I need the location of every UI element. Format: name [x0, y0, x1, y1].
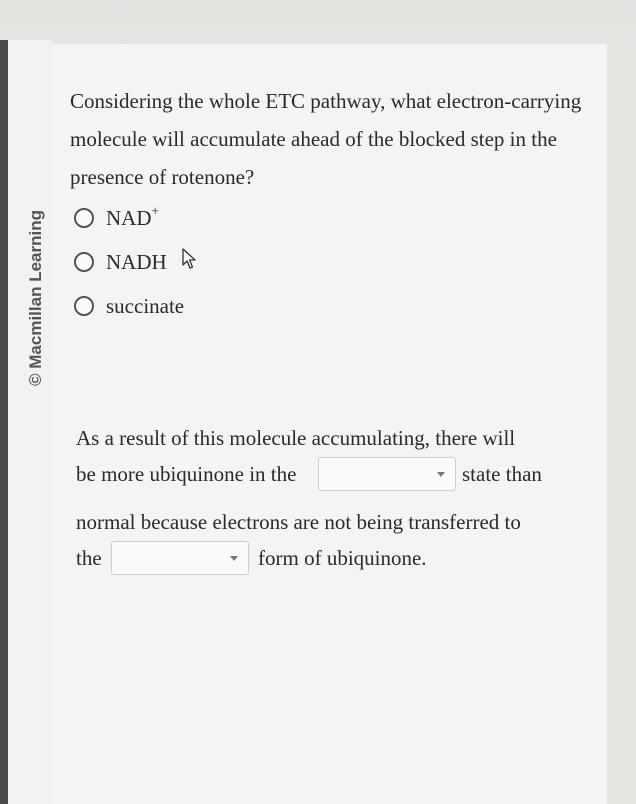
- option-label: succinate: [106, 293, 185, 318]
- fill-in-line-2-tail: state than: [462, 462, 542, 486]
- option-label: NADH: [106, 249, 167, 274]
- question-text: Considering the whole ETC pathway, what electron-carrying molecule will accumulate ahead of the blocked step in the presence of rotenone?: [70, 89, 582, 189]
- form-dropdown-2[interactable]: [111, 541, 249, 575]
- chevron-down-icon: [230, 556, 238, 561]
- radio-button[interactable]: [74, 208, 94, 228]
- state-dropdown-1[interactable]: [318, 457, 456, 491]
- fill-in-line-3: normal because electrons are not being transferred to: [76, 510, 521, 534]
- chevron-down-icon: [437, 472, 445, 477]
- brand-sidebar: [8, 40, 52, 804]
- answer-options: [74, 196, 197, 328]
- mouse-cursor-icon: [181, 248, 197, 270]
- radio-button[interactable]: [74, 296, 94, 316]
- option-nadh[interactable]: [74, 240, 197, 284]
- option-nad-plus[interactable]: [74, 196, 197, 240]
- fill-in-line-4-tail: form of ubiquinone.: [258, 546, 427, 570]
- window-edge: [0, 40, 8, 804]
- brand-label: © Macmillan Learning: [26, 210, 45, 386]
- radio-button[interactable]: [74, 252, 94, 272]
- right-margin: [607, 48, 636, 804]
- fill-in-line-1: As a result of this molecule accumulating, there will: [76, 426, 516, 450]
- option-label: NAD +: [106, 202, 159, 230]
- option-succinate[interactable]: [74, 284, 197, 328]
- fill-in-line-2: be more ubiquinone in the: [76, 462, 297, 486]
- fill-in-line-4: the: [76, 546, 102, 570]
- question-panel: [52, 44, 607, 804]
